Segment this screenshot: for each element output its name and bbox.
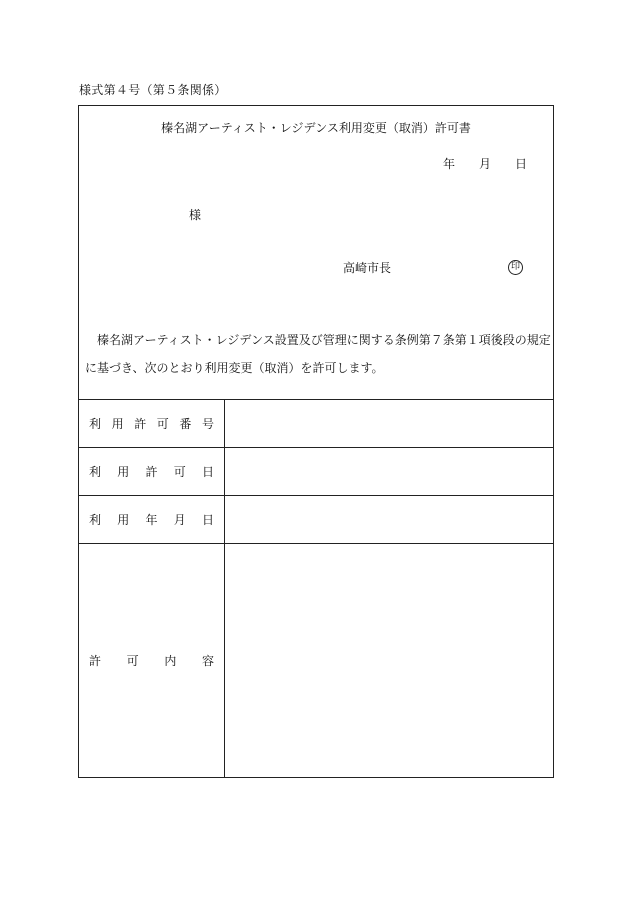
label-char: 利 bbox=[89, 464, 102, 479]
row-label-cell bbox=[79, 448, 225, 495]
row-label-cell bbox=[79, 400, 225, 447]
label-char: 可 bbox=[126, 653, 139, 668]
issue-date bbox=[439, 157, 529, 171]
table-row-permit-date bbox=[79, 447, 553, 495]
label-char: 月 bbox=[173, 512, 186, 527]
label-char: 日 bbox=[201, 512, 214, 527]
label-char: 番 bbox=[179, 416, 192, 431]
usage-date-label bbox=[89, 513, 214, 527]
row-label-cell bbox=[79, 544, 225, 777]
label-char: 用 bbox=[117, 464, 130, 479]
table-row-permit-details bbox=[79, 543, 553, 777]
issuer-name: 高崎市長 bbox=[343, 261, 392, 275]
label-char: 日 bbox=[201, 464, 214, 479]
document-header bbox=[79, 106, 553, 399]
label-char: 利 bbox=[89, 512, 102, 527]
table-row-usage-date bbox=[79, 495, 553, 543]
permit-details-label bbox=[89, 654, 214, 668]
recipient-suffix: 様 bbox=[189, 208, 202, 222]
label-char: 許 bbox=[145, 464, 158, 479]
label-char: 号 bbox=[201, 416, 214, 431]
label-char: 可 bbox=[156, 416, 169, 431]
permit-details-table bbox=[79, 399, 553, 777]
date-year-label: 年 bbox=[443, 157, 456, 171]
permit-details-value[interactable] bbox=[225, 544, 553, 777]
label-char: 可 bbox=[173, 464, 186, 479]
label-char: 年 bbox=[145, 512, 158, 527]
permit-number-value[interactable] bbox=[225, 400, 553, 447]
label-char: 内 bbox=[164, 653, 177, 668]
form-number-label: 様式第４号（第５条関係） bbox=[79, 83, 227, 97]
seal-mark: 印 bbox=[508, 260, 523, 275]
row-label-cell bbox=[79, 496, 225, 543]
label-char: 用 bbox=[117, 512, 130, 527]
permit-date-label bbox=[89, 465, 214, 479]
permit-document-frame bbox=[78, 105, 554, 778]
permit-number-label bbox=[89, 417, 214, 431]
date-month-label: 月 bbox=[479, 157, 492, 171]
label-char: 用 bbox=[111, 416, 124, 431]
usage-date-value[interactable] bbox=[225, 496, 553, 543]
permit-date-value[interactable] bbox=[225, 448, 553, 495]
table-row-permit-number bbox=[79, 399, 553, 447]
label-char: 許 bbox=[134, 416, 147, 431]
label-char: 利 bbox=[89, 416, 102, 431]
label-char: 許 bbox=[89, 653, 102, 668]
document-title: 榛名湖アーティスト・レジデンス利用変更（取消）許可書 bbox=[161, 121, 471, 135]
permit-body-text: 榛名湖アーティスト・レジデンス設置及び管理に関する条例第７条第１項後段の規定に基づき、次のとおり利用変更（取消）を許可します。 bbox=[85, 333, 551, 375]
label-char: 容 bbox=[201, 653, 214, 668]
date-day-label: 日 bbox=[515, 157, 528, 171]
